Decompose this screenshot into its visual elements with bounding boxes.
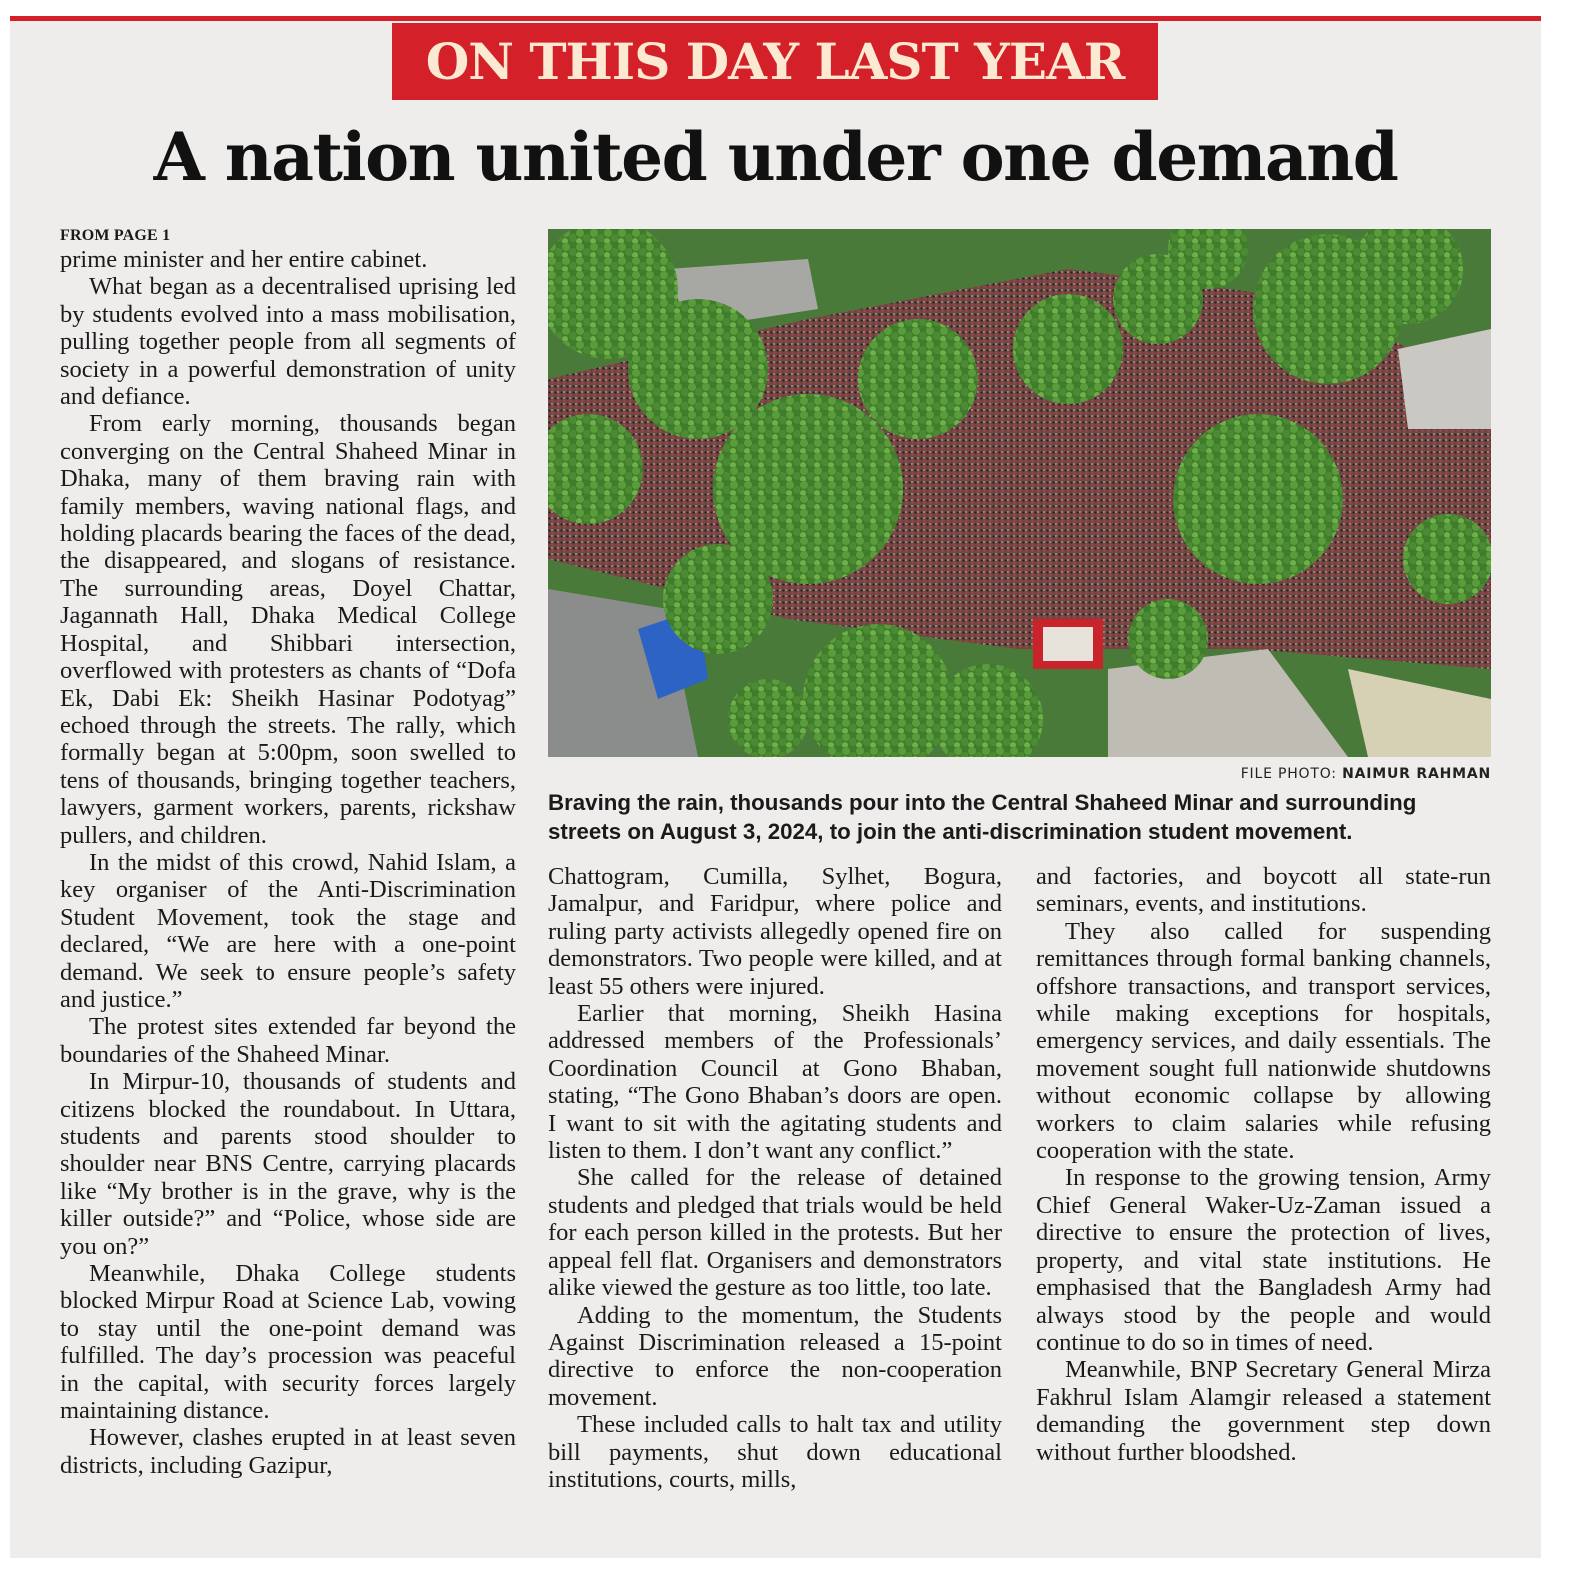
photo-credit-name: NAIMUR RAHMAN	[1342, 766, 1491, 782]
paragraph: prime minister and her entire cabinet.	[60, 246, 428, 273]
paragraph: From early morning, thousands began converging on the Central Shaheed Minar in Dhaka, many of them braving rain with family members, waving national flags, and holding placards bearing the faces of the dead, the disappeared, and slogans of resistance. The surrounding areas, Doyel Chattar, Jagannath Hall, Dhaka Medical College Hospital, and Shibbari intersection, overflowed with protesters as chants of “Dofa Ek, Dabi Ek: Sheikh Hasinar Podotyag” echoed through the streets. The rally, which formally began at 5:00pm, soon swelled to tens of thousands, bringing together teachers, lawyers, garment workers, parents, rickshaw pullers, and children.	[60, 410, 516, 849]
section-banner: ON THIS DAY LAST YEAR	[392, 23, 1158, 100]
paragraph: In response to the growing tension, Army Chief General Waker-Uz-Zaman issued a directive to ensure the protection of lives, property, and vital state institutions. He emphasised that the Bangladesh Army had always stood by the people and would continue to do so in times of need.	[1036, 1164, 1491, 1356]
paragraph: Meanwhile, Dhaka College students blocked Mirpur Road at Science Lab, vowing to stay until the one-point demand was fulfilled. The day’s procession was peaceful in the capital, with security forces largely maintaining distance.	[60, 1260, 516, 1425]
paragraph: Chattogram, Cumilla, Sylhet, Bogura, Jamalpur, and Faridpur, where police and ruling party activists allegedly opened fire on demonstrators. Two people were killed, and at least 55 others were injured.	[548, 863, 1002, 1000]
paragraph: In Mirpur-10, thousands of students and citizens blocked the roundabout. In Uttara, students and parents stood shoulder to shoulder near BNS Centre, carrying placards like “My brother is in the grave, why is the killer outside?” and “Police, whose side are you on?”	[60, 1068, 516, 1260]
photo-credit	[548, 766, 1491, 782]
paragraph: They also called for suspending remittances through formal banking channels, offshore transactions, and transport services, while making exceptions for hospitals, emergency services, and daily essentials. The movement sought full nationwide shutdowns without economic collapse by allowing workers to claim salaries while refusing cooperation with the state.	[1036, 917, 1491, 1165]
headline: A nation united under one demand	[153, 118, 1398, 196]
paragraph: Meanwhile, BNP Secretary General Mirza Fakhrul Islam Alamgir released a statement demanding the government step down without further bloodshed.	[1036, 1356, 1491, 1466]
paragraph: These included calls to halt tax and utility bill payments, shut down educational institutions, courts, mills,	[548, 1411, 1002, 1493]
paragraph: Earlier that morning, Sheikh Hasina addressed members of the Professionals’ Coordination Council at Gono Bhaban, stating, “The Gono Bhaban’s doors are open. I want to sit with the agitating students and listen to them. I don’t want any conflict.”	[548, 1000, 1002, 1165]
paragraph: In the midst of this crowd, Nahid Islam, a key organiser of the Anti-Discrimination Student Movement, took the stage and declared, “We are here with a one-point demand. We seek to ensure people’s safety and justice.”	[60, 848, 516, 1013]
paragraph: The protest sites extended far beyond the boundaries of the Shaheed Minar.	[60, 1013, 516, 1068]
article-column-2	[548, 863, 1002, 1493]
paragraph: What began as a decentralised uprising led by students evolved into a mass mobilisation, pulling together people from all segments of society in a powerful demonstration of unity and defiance.	[60, 273, 516, 411]
aerial-rally-photo	[548, 229, 1491, 757]
paragraph: However, clashes erupted in at least seven districts, including Gazipur,	[60, 1424, 516, 1479]
paragraph: Adding to the momentum, the Students Against Discrimination released a 15-point directive to enforce the non-cooperation movement.	[548, 1301, 1002, 1411]
article-column-3	[1036, 863, 1491, 1466]
jump-label: FROM PAGE 1	[60, 227, 171, 244]
news-page	[10, 16, 1541, 1558]
photo-credit-prefix: FILE PHOTO:	[1240, 766, 1337, 782]
photo-caption: Braving the rain, thousands pour into the Central Shaheed Minar and surrounding streets on August 3, 2024, to join the anti-discrimination student movement.	[548, 790, 1417, 844]
paragraph: She called for the release of detained students and pledged that trials would be held for each person killed in the protests. But her appeal fell flat. Organisers and demonstrators alike viewed the gesture as too little, too late.	[548, 1164, 1002, 1302]
paragraph: and factories, and boycott all state-run seminars, events, and institutions.	[1036, 863, 1491, 918]
article-column-1	[60, 226, 516, 1479]
